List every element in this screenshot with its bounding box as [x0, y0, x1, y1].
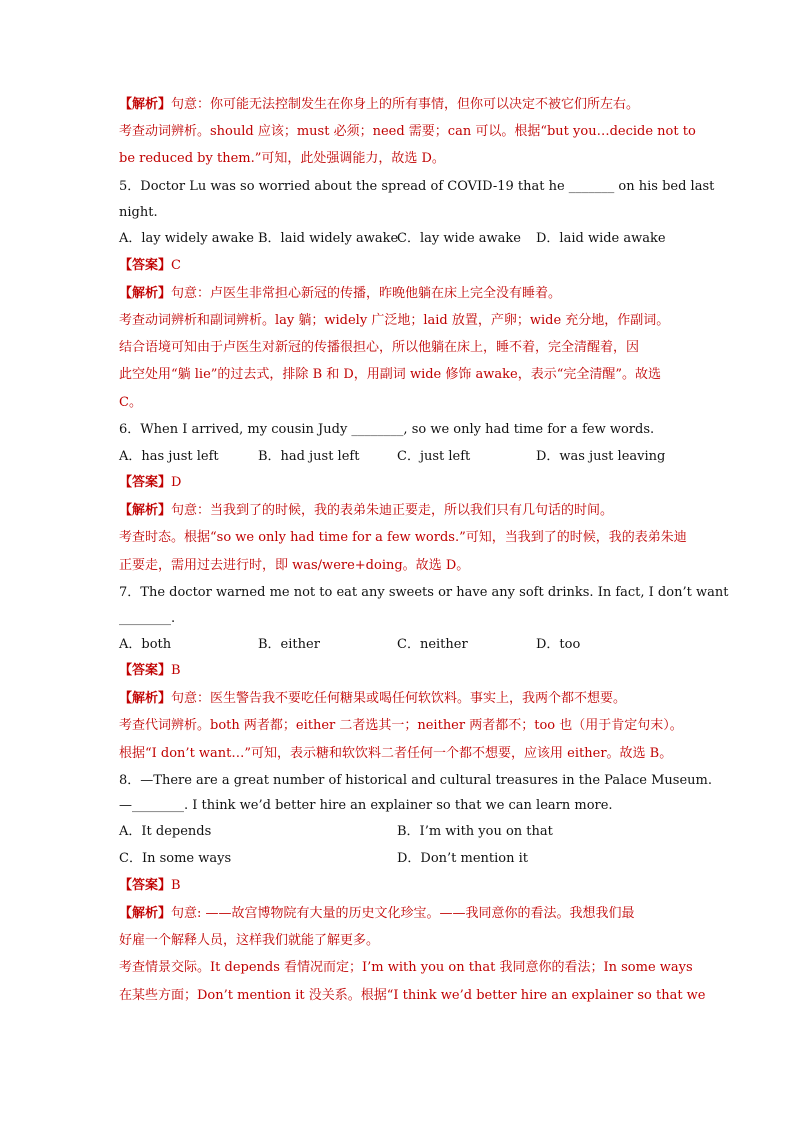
q8-analysis [119, 905, 635, 923]
q7-option-a: A．both [119, 637, 172, 652]
q7-answer-value: B [171, 663, 181, 678]
q6-option-d: D．was just leaving [536, 449, 666, 464]
q7-analysis [119, 690, 626, 708]
q8-explanation-line-2: 考查情景交际。It depends 看情况而定；I’m with you on that 我同意你的看法；In some ways [119, 960, 693, 975]
q8-answer [119, 877, 181, 895]
analysis-label: 【解析】 [119, 97, 172, 112]
q5-answer-value: C [171, 258, 181, 273]
analysis-label: 【解析】 [119, 503, 172, 518]
q8-option-a: A．It depends [119, 824, 212, 839]
q4-analysis [119, 96, 639, 114]
q6-option-b: B．had just left [258, 449, 360, 464]
q7-option-c: C．neither [397, 637, 468, 652]
q7-explanation-line-2: 根据“I don’t want…”可知，表示糖和软饮料二者任何一个都不想要，应该用 either。故选 B。 [119, 746, 673, 761]
q5-answer [119, 257, 181, 275]
q8-stem-line-1: 8．—There are a great number of historical and cultural treasures in the Palace Museum. [119, 773, 712, 788]
q7-answer [119, 662, 181, 680]
analysis-label: 【解析】 [119, 691, 172, 706]
q6-answer-value: D [171, 475, 182, 490]
q4-explanation-line-1: 考查动词辨析。should 应该；must 必须；need 需要；can 可以。根据“but you…decide not to [119, 124, 696, 139]
q6-explanation-line-2: 正要走，需用过去进行时，即 was/were+doing。故选 D。 [119, 558, 470, 573]
q4-explanation-line-2: be reduced by them.”可知，此处强调能力，故选 D。 [119, 151, 445, 166]
q5-explanation-line-1: 考查动词辨析和副词辨析。lay 躺；widely 广泛地；laid 放置，产卵；wide 充分地，作副词。 [119, 313, 670, 328]
q8-stem-line-2: —________. I think we’d better hire an explainer so that we can learn more. [119, 798, 613, 813]
q8-explanation-line-1: 好雇一个解释人员，这样我们就能了解更多。 [119, 933, 380, 948]
q5-stem-line-1: 5．Doctor Lu was so worried about the spread of COVID-19 that he _______ on his bed last [119, 179, 715, 194]
q7-analysis-text: 句意：医生警告我不要吃任何糖果或喝任何软饮料。事实上，我两个都不想要。 [171, 691, 627, 706]
q6-option-c: C．just left [397, 449, 471, 464]
q5-option-a: A．lay widely awake [119, 231, 254, 246]
q6-analysis [119, 502, 613, 520]
q6-option-a: A．has just left [119, 449, 219, 464]
q5-option-c: C．lay wide awake [397, 231, 521, 246]
q5-option-b: B．laid widely awake [258, 231, 399, 246]
q8-option-d: D．Don’t mention it [397, 851, 529, 866]
q6-answer [119, 474, 181, 492]
q8-option-b: B．I’m with you on that [397, 824, 553, 839]
q8-answer-value: B [171, 878, 181, 893]
q5-stem-line-2: night. [119, 205, 158, 220]
q7-stem-line-2: ________. [119, 611, 176, 626]
answer-label: 【答案】 [119, 258, 172, 273]
q5-explanation-line-4: C。 [119, 395, 142, 410]
q8-option-c: C．In some ways [119, 851, 232, 866]
answer-label: 【答案】 [119, 878, 172, 893]
q7-stem-line-1: 7．The doctor warned me not to eat any sweets or have any soft drinks. In fact, I don’t want [119, 585, 729, 600]
answer-label: 【答案】 [119, 663, 172, 678]
q7-option-b: B．either [258, 637, 320, 652]
q5-explanation-line-3: 此空处用“躺 lie”的过去式，排除 B 和 D，用副词 wide 修饰 awake，表示“完全清醒”。故选 [119, 367, 661, 382]
answer-label: 【答案】 [119, 475, 172, 490]
q6-stem-line-1: 6．When I arrived, my cousin Judy ________, so we only had time for a few words. [119, 422, 655, 437]
q5-analysis-text: 句意：卢医生非常担心新冠的传播，昨晚他躺在床上完全没有睡着。 [171, 286, 562, 301]
q8-analysis-text: 句意: ——故宫博物院有大量的历史文化珍宝。——我同意你的看法。我想我们最 [171, 906, 635, 921]
q4-analysis-text: 句意：你可能无法控制发生在你身上的所有事情，但你可以决定不被它们所左右。 [171, 97, 640, 112]
q5-option-d: D．laid wide awake [536, 231, 666, 246]
q6-analysis-text: 句意：当我到了的时候，我的表弟朱迪正要走，所以我们只有几句话的时间。 [171, 503, 614, 518]
analysis-label: 【解析】 [119, 906, 172, 921]
analysis-label: 【解析】 [119, 286, 172, 301]
q5-explanation-line-2: 结合语境可知由于卢医生对新冠的传播很担心，所以他躺在床上，睡不着，完全清醒着，因 [119, 340, 640, 355]
q7-explanation-line-1: 考查代词辨析。both 两者都；either 二者选其一；neither 两者都不；too 也（用于肯定句末）。 [119, 718, 683, 733]
q5-analysis [119, 285, 561, 303]
q6-explanation-line-1: 考查时态。根据“so we only had time for a few words.”可知，当我到了的时候，我的表弟朱迪 [119, 530, 687, 545]
q7-option-d: D．too [536, 637, 581, 652]
q8-explanation-line-3: 在某些方面；Don’t mention it 没关系。根据“I think we’d better hire an explainer so that we [119, 988, 706, 1003]
